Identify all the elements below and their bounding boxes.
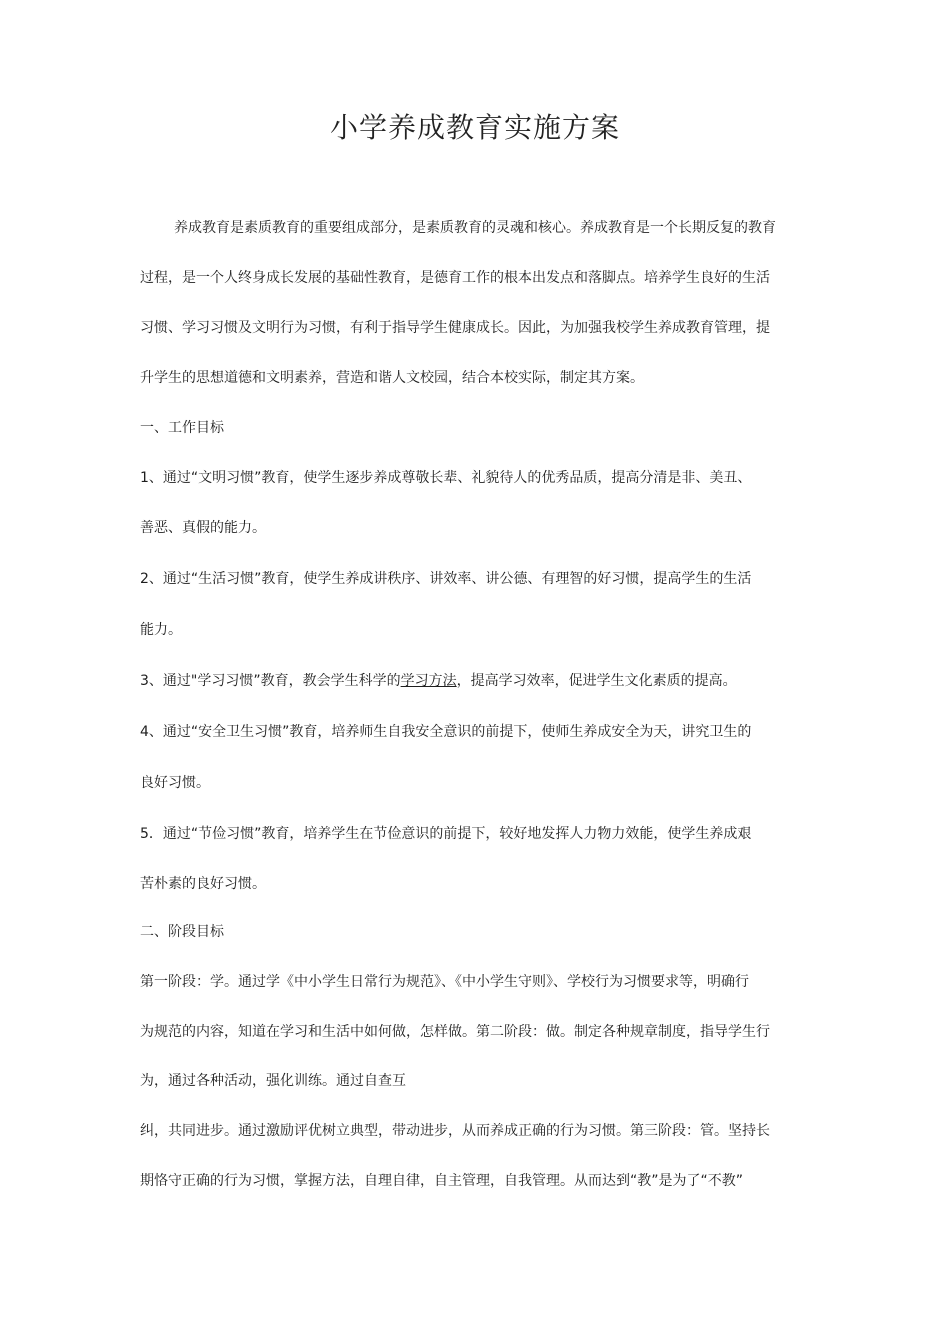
goal-2-line-2: 能力。: [140, 622, 182, 638]
intro-line-3: 习惯、学习习惯及文明行为习惯，有利于指导学生健康成长。因此，为加强我校学生养成教育管理，提: [140, 320, 770, 336]
goal-5-line-1: 5．通过“节俭习惯”教育，培养学生在节俭意识的前提下，较好地发挥人力物力效能，使学生养成艰: [140, 826, 752, 842]
intro-line-1: 养成教育是素质教育的重要组成部分，是素质教育的灵魂和核心。养成教育是一个长期反复的教育: [174, 220, 776, 236]
stage-line-3: 为，通过各种活动，强化训练。通过自查互: [140, 1073, 406, 1089]
stage-line-4: 纠，共同进步。通过激励评优树立典型，带动进步，从而养成正确的行为习惯。第三阶段：管。坚持长: [140, 1123, 770, 1139]
stage-line-2: 为规范的内容，知道在学习和生活中如何做，怎样做。第二阶段：做。制定各种规章制度，指导学生行: [140, 1024, 770, 1040]
goal-4-line-1: 4、通过“安全卫生习惯”教育，培养师生自我安全意识的前提下，使师生养成安全为天，讲究卫生的: [140, 724, 752, 740]
goal-3-text-after: ，提高学习效率，促进学生文化素质的提高。: [456, 673, 737, 689]
goal-1-line-1: 1、通过“文明习惯”教育，使学生逐步养成尊敬长辈、礼貌待人的优秀品质，提高分清是非、美丑、: [140, 470, 752, 486]
stage-line-1: 第一阶段：学。通过学《中小学生日常行为规范》、《中小学生守则》、学校行为习惯要求等，明确行: [140, 974, 749, 990]
learning-method-link[interactable]: 学习方法: [400, 673, 457, 689]
goal-3-line: [140, 671, 737, 691]
section-heading-1: 一、工作目标: [140, 420, 224, 436]
goal-1-line-2: 善恶、真假的能力。: [140, 520, 266, 536]
goal-5-line-2: 苦朴素的良好习惯。: [140, 876, 266, 892]
document-title: 小学养成教育实施方案: [329, 111, 620, 144]
stage-line-5: 期恪守正确的行为习惯，掌握方法，自理自律，自主管理，自我管理。从而达到“教”是为了“不教”: [140, 1173, 744, 1189]
goal-4-line-2: 良好习惯。: [140, 775, 210, 791]
intro-line-2: 过程，是一个人终身成长发展的基础性教育，是德育工作的根本出发点和落脚点。培养学生良好的生活: [140, 270, 770, 286]
intro-line-4: 升学生的思想道德和文明素养，营造和谐人文校园，结合本校实际，制定其方案。: [140, 370, 644, 386]
goal-3-text-before: 3、通过"学习习惯”教育，教会学生科学的: [140, 673, 401, 689]
section-heading-2: 二、阶段目标: [140, 924, 224, 940]
goal-2-line-1: 2、通过“生活习惯”教育，使学生养成讲秩序、讲效率、讲公德、有理智的好习惯，提高学生的生活: [140, 571, 752, 587]
